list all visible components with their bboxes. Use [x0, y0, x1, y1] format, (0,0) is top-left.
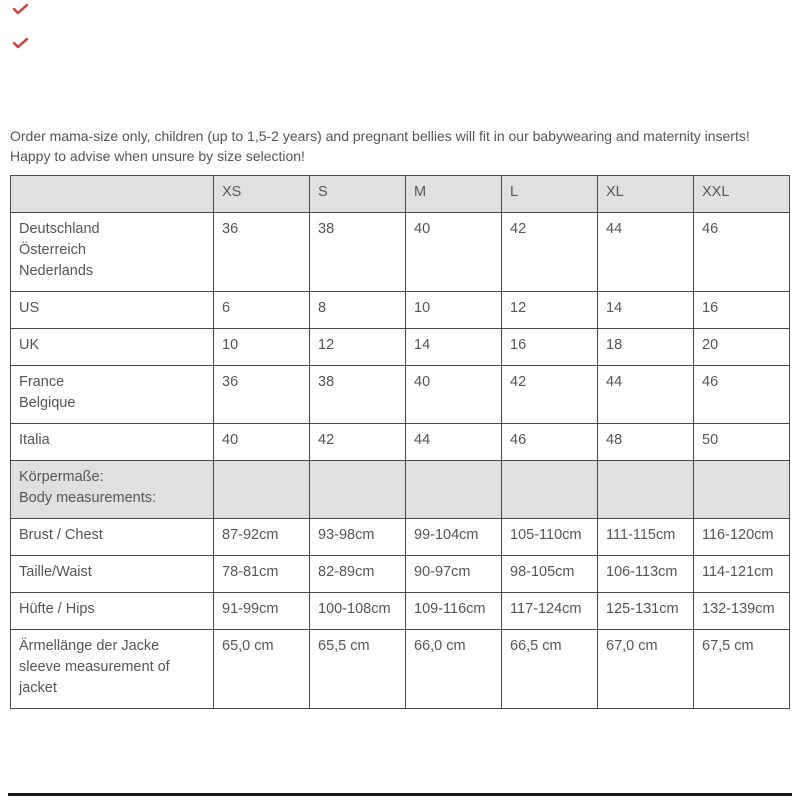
- value-cell: 10: [406, 292, 502, 329]
- red-tick-mark: [12, 37, 29, 49]
- value-cell: 106-113cm: [598, 556, 694, 593]
- row-label-line: Brust / Chest: [19, 527, 103, 543]
- table-row: [11, 461, 790, 519]
- row-label-cell: [11, 630, 214, 709]
- row-label-line: Nederlands: [19, 263, 94, 279]
- table-row: [11, 292, 790, 329]
- value-cell: 44: [598, 366, 694, 424]
- value-cell: 18: [598, 329, 694, 366]
- row-label-line: Körpermaße:: [19, 469, 104, 485]
- value-cell: 44: [406, 424, 502, 461]
- value-cell: 48: [598, 424, 694, 461]
- row-label-cell: [11, 213, 214, 292]
- value-cell: 125-131cm: [598, 593, 694, 630]
- value-cell: 114-121cm: [694, 556, 790, 593]
- row-label-cell: [11, 461, 214, 519]
- row-label-line: Italia: [19, 432, 50, 448]
- table-row: [11, 424, 790, 461]
- value-cell: 99-104cm: [406, 519, 502, 556]
- row-label-cell: [11, 424, 214, 461]
- column-header-xl: XL: [598, 176, 694, 213]
- value-cell: 42: [502, 213, 598, 292]
- value-cell: 98-105cm: [502, 556, 598, 593]
- value-cell: 46: [694, 213, 790, 292]
- value-cell: 82-89cm: [310, 556, 406, 593]
- value-cell: 12: [502, 292, 598, 329]
- value-cell: 46: [694, 366, 790, 424]
- value-cell: [502, 461, 598, 519]
- column-header-s: S: [310, 176, 406, 213]
- value-cell: 14: [598, 292, 694, 329]
- value-cell: [694, 461, 790, 519]
- value-cell: 36: [214, 366, 310, 424]
- value-cell: 42: [502, 366, 598, 424]
- value-cell: 90-97cm: [406, 556, 502, 593]
- row-label-line: Belgique: [19, 395, 76, 411]
- row-label-cell: [11, 593, 214, 630]
- value-cell: 40: [406, 213, 502, 292]
- row-label-cell: [11, 556, 214, 593]
- red-tick-mark: [12, 3, 29, 15]
- bottom-divider-line: [8, 793, 792, 796]
- column-header-xs: XS: [214, 176, 310, 213]
- value-cell: 40: [406, 366, 502, 424]
- table-row: [11, 630, 790, 709]
- row-label-line: Ärmellänge der Jacke: [19, 638, 160, 654]
- value-cell: 12: [310, 329, 406, 366]
- column-header-xxl: XXL: [694, 176, 790, 213]
- value-cell: [598, 461, 694, 519]
- value-cell: 109-116cm: [406, 593, 502, 630]
- value-cell: 38: [310, 366, 406, 424]
- row-label-line: Deutschland: [19, 221, 100, 237]
- column-header-m: M: [406, 176, 502, 213]
- value-cell: 111-115cm: [598, 519, 694, 556]
- value-cell: 8: [310, 292, 406, 329]
- value-cell: 10: [214, 329, 310, 366]
- table-row: [11, 519, 790, 556]
- value-cell: 16: [502, 329, 598, 366]
- value-cell: 16: [694, 292, 790, 329]
- size-table-header: [11, 176, 790, 213]
- row-label-cell: [11, 519, 214, 556]
- row-label-cell: [11, 329, 214, 366]
- value-cell: 44: [598, 213, 694, 292]
- value-cell: 87-92cm: [214, 519, 310, 556]
- value-cell: 116-120cm: [694, 519, 790, 556]
- table-row: [11, 556, 790, 593]
- value-cell: 50: [694, 424, 790, 461]
- table-row: [11, 366, 790, 424]
- value-cell: [310, 461, 406, 519]
- value-cell: 93-98cm: [310, 519, 406, 556]
- value-cell: 100-108cm: [310, 593, 406, 630]
- header-row: [11, 176, 790, 213]
- row-label-line: Österreich: [19, 242, 86, 258]
- value-cell: [406, 461, 502, 519]
- value-cell: 66,5 cm: [502, 630, 598, 709]
- row-label-line: Taille/Waist: [19, 564, 92, 580]
- value-cell: 40: [214, 424, 310, 461]
- value-cell: 65,0 cm: [214, 630, 310, 709]
- column-header-l: L: [502, 176, 598, 213]
- value-cell: 91-99cm: [214, 593, 310, 630]
- value-cell: 67,5 cm: [694, 630, 790, 709]
- value-cell: 65,5 cm: [310, 630, 406, 709]
- size-table-body: [11, 213, 790, 709]
- value-cell: 132-139cm: [694, 593, 790, 630]
- value-cell: 14: [406, 329, 502, 366]
- value-cell: 105-110cm: [502, 519, 598, 556]
- row-label-line: France: [19, 374, 65, 390]
- table-row: [11, 329, 790, 366]
- size-chart-table: [10, 175, 790, 709]
- row-label-cell: [11, 366, 214, 424]
- table-row: [11, 593, 790, 630]
- value-cell: 6: [214, 292, 310, 329]
- value-cell: 20: [694, 329, 790, 366]
- row-label-line: sleeve measurement of jacket: [19, 659, 170, 696]
- value-cell: 38: [310, 213, 406, 292]
- value-cell: [214, 461, 310, 519]
- value-cell: 66,0 cm: [406, 630, 502, 709]
- row-label-line: US: [19, 300, 40, 316]
- value-cell: 36: [214, 213, 310, 292]
- row-label-line: Hüfte / Hips: [19, 601, 95, 617]
- intro-text: Order mama-size only, children (up to 1,5-2 years) and pregnant bellies will fit in our babywearing and maternity inserts! Happy to advise when unsure by size selection!: [10, 128, 750, 164]
- row-label-line: UK: [19, 337, 40, 353]
- value-cell: 42: [310, 424, 406, 461]
- value-cell: 46: [502, 424, 598, 461]
- row-label-line: Body measurements:: [19, 490, 157, 506]
- row-label-cell: [11, 292, 214, 329]
- table-row: [11, 213, 790, 292]
- value-cell: 67,0 cm: [598, 630, 694, 709]
- value-cell: 78-81cm: [214, 556, 310, 593]
- value-cell: 117-124cm: [502, 593, 598, 630]
- column-header-blank: [11, 176, 214, 213]
